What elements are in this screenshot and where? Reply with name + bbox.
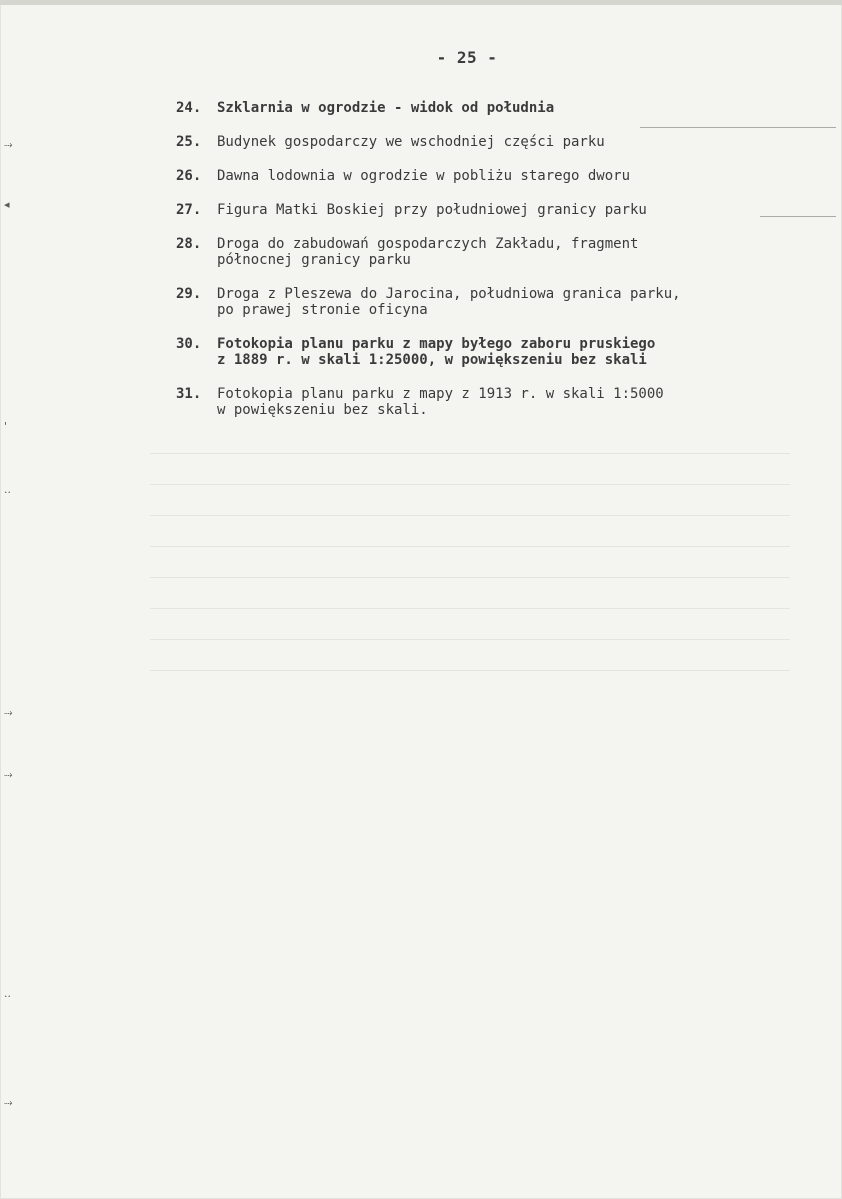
- list-item: [176, 336, 816, 368]
- margin-mark-8: ⤑: [4, 1096, 13, 1109]
- list-item-number: 24.: [176, 100, 202, 116]
- list-item-text: Droga do zabudowań gospodarczych Zakładu, fragment północnej granicy parku: [217, 236, 639, 268]
- list-item: [176, 168, 816, 184]
- list-item-number: 30.: [176, 336, 202, 352]
- list-item-number: 31.: [176, 386, 202, 402]
- bleed-through-text: [150, 435, 790, 695]
- list-item-number: 27.: [176, 202, 202, 218]
- top-scan-edge: [0, 0, 842, 5]
- list-item-text: Dawna lodownia w ogrodzie w pobliżu starego dworu: [217, 168, 631, 184]
- list-item-number: 25.: [176, 134, 202, 150]
- list-item: [176, 134, 816, 150]
- margin-mark-7: ··: [4, 990, 11, 1003]
- list-item: [176, 386, 816, 418]
- list-item-text: Fotokopia planu parku z mapy z 1913 r. w skali 1:5000 w powiększeniu bez skali.: [217, 386, 664, 418]
- list-item-text: Szklarnia w ogrodzie - widok od południa: [217, 100, 555, 116]
- margin-mark-5: ⤑: [4, 706, 13, 719]
- list-item-text: Fotokopia planu parku z mapy byłego zaboru pruskiego z 1889 r. w skali 1:25000, w powiększeniu bez skali: [217, 336, 656, 368]
- list-item: [176, 100, 816, 116]
- list-item-number: 28.: [176, 236, 202, 252]
- margin-mark-2: ◂: [4, 198, 10, 211]
- list-item: [176, 236, 816, 268]
- photo-caption-list: [176, 100, 816, 436]
- list-item-number: 26.: [176, 168, 202, 184]
- margin-mark-4: ··: [4, 486, 11, 499]
- list-item: [176, 286, 816, 318]
- margin-mark-1: ⤑: [4, 138, 13, 151]
- margin-mark-3: ': [4, 420, 8, 433]
- list-item-text: Budynek gospodarczy we wschodniej części parku: [217, 134, 605, 150]
- list-item-number: 29.: [176, 286, 202, 302]
- margin-mark-6: ⤑: [4, 768, 13, 781]
- list-item-text: Figura Matki Boskiej przy południowej granicy parku: [217, 202, 647, 218]
- list-item-text: Droga z Pleszewa do Jarocina, południowa granica parku, po prawej stronie oficyna: [217, 286, 681, 318]
- list-item: [176, 202, 816, 218]
- page-number: - 25 -: [436, 48, 498, 67]
